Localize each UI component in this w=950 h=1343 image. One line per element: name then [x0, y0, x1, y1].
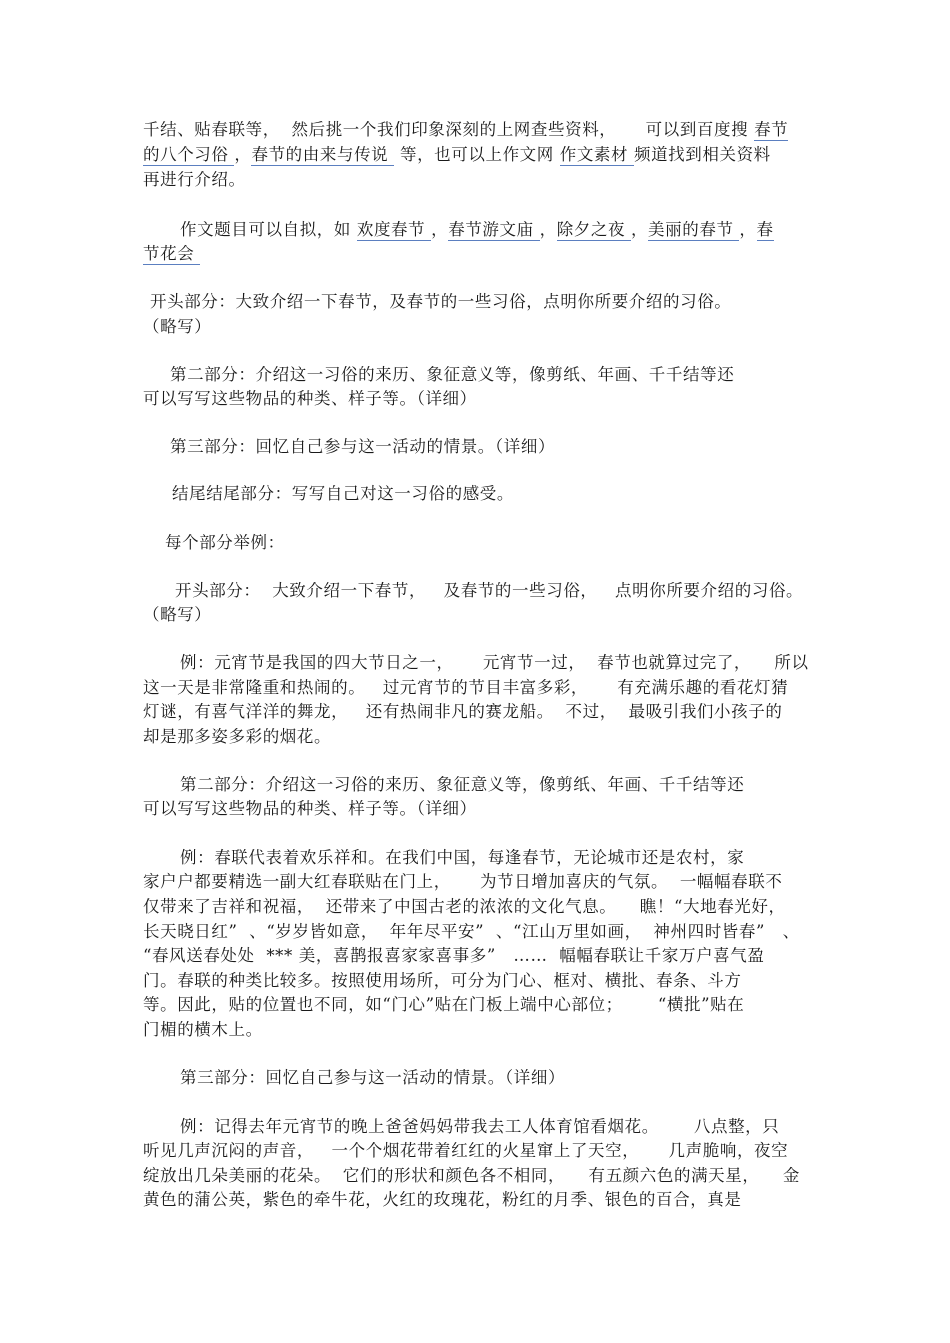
text-segment: 例：元宵节是我国的四大节日之一， 元宵节一过， 春节也就算过完了， 所以 — [180, 653, 809, 672]
text-line — [143, 168, 246, 192]
text-segment: 可以写写这些物品的种类、样子等。（详细） — [143, 389, 477, 408]
text-segment: ， — [539, 220, 557, 239]
text-segment: 听见几声沉闷的声音， 一个个烟花带着红红的火星窜上了天空， 几声脆响，夜空 — [143, 1141, 789, 1160]
text-segment: 仅带来了吉祥和祝福， 还带来了中国古老的浓浓的文化气息。 瞧！“大地春光好， — [143, 897, 786, 916]
text-line — [143, 676, 788, 700]
hyperlink[interactable]: 除夕之夜 — [556, 220, 631, 239]
text-line — [143, 1188, 742, 1212]
text-line — [180, 1066, 565, 1090]
text-line — [143, 700, 782, 724]
text-line — [143, 118, 788, 142]
text-line — [143, 315, 211, 339]
text-segment: 开头部分： 大致介绍一下春节， 及春节的一些习俗， 点明你所要介绍的习俗。 — [175, 581, 804, 600]
text-segment: 千结、贴春联等， 然后挑一个我们印象深刻的上网查些资料， 可以到百度搜 — [143, 120, 755, 139]
text-line — [180, 218, 774, 242]
text-line — [143, 920, 800, 944]
hyperlink[interactable]: 的八个习俗 — [143, 145, 235, 164]
text-segment: “春风送春处处 *** 美，喜鹊报喜家家喜事多” …… 幅幅春联让千家万户喜气盈 — [143, 946, 765, 965]
hyperlink[interactable]: 作文素材 — [559, 145, 634, 164]
text-line — [180, 773, 744, 797]
text-line — [143, 1164, 800, 1188]
text-segment: ， — [630, 220, 649, 239]
hyperlink[interactable]: 春节 — [754, 120, 789, 139]
text-line — [143, 944, 764, 968]
text-segment: 等，也可以上作文网 — [394, 145, 560, 164]
hyperlink[interactable]: 欢度春节 — [356, 220, 432, 239]
text-line — [170, 435, 555, 459]
text-segment: 黄色的蒲公英，紫色的牵牛花，火红的玫瑰花，粉红的月季、银色的百合，真是 — [143, 1190, 742, 1209]
text-segment: ， — [431, 220, 449, 239]
text-line — [143, 1139, 788, 1163]
text-line — [143, 603, 211, 627]
text-segment: 灯谜，有喜气洋洋的舞龙， 还有热闹非凡的赛龙船。 不过， 最吸引我们小孩子的 — [143, 702, 783, 721]
text-segment: 第二部分：介绍这一习俗的来历、象征意义等，像剪纸、年画、千千结等还 — [170, 365, 735, 384]
text-line — [165, 531, 285, 555]
text-segment: 这一天是非常隆重和热闹的。 过元宵节的节目丰富多彩， 有充满乐趣的看花灯猜 — [143, 678, 789, 697]
hyperlink[interactable]: 美丽的春节 — [648, 220, 740, 239]
text-segment: 绽放出几朵美丽的花朵。 它们的形状和颜色各不相同， 有五颜六色的满天星， 金 — [143, 1166, 800, 1185]
text-line — [143, 895, 786, 919]
text-line — [172, 482, 514, 506]
text-segment: 第三部分：回忆自己参与这一活动的情景。（详细） — [180, 1068, 566, 1087]
text-line — [143, 993, 744, 1017]
hyperlink[interactable]: 节花会 — [143, 244, 201, 263]
text-segment: 却是那多姿多彩的烟花。 — [143, 727, 332, 746]
text-line — [175, 579, 803, 603]
text-segment: 频道找到相关资料 — [633, 145, 771, 164]
text-segment: 门楣的横木上。 — [143, 1020, 263, 1039]
text-line — [170, 363, 734, 387]
text-segment: ， — [739, 220, 757, 239]
text-line — [143, 143, 771, 167]
text-line — [143, 969, 742, 993]
text-segment: 结尾结尾部分：写写自己对这一习俗的感受。 — [172, 484, 514, 503]
text-segment: 每个部分举例： — [165, 533, 285, 552]
text-segment: 长天晓日红” 、“岁岁皆如意， 年年尽平安” 、“江山万里如画， 神州四时皆春” 、 — [143, 922, 800, 941]
text-segment: （略写） — [143, 605, 212, 624]
text-segment: 作文题目可以自拟，如 — [180, 220, 357, 239]
hyperlink[interactable]: 春节游文庙 — [448, 220, 540, 239]
text-line — [180, 846, 744, 870]
text-segment: ， — [234, 145, 252, 164]
text-segment: 门。春联的种类比较多。按照使用场所，可分为门心、框对、横批、春条、斗方 — [143, 971, 742, 990]
text-line — [143, 797, 477, 821]
text-segment: 第三部分：回忆自己参与这一活动的情景。（详细） — [170, 437, 556, 456]
text-line — [180, 1115, 779, 1139]
text-segment: （略写） — [143, 317, 212, 336]
text-line — [143, 387, 477, 411]
text-line — [143, 242, 200, 266]
hyperlink[interactable]: 春 — [756, 220, 774, 239]
text-line — [180, 651, 809, 675]
text-segment: 第二部分：介绍这一习俗的来历、象征意义等，像剪纸、年画、千千结等还 — [180, 775, 745, 794]
text-segment: 等。因此，贴的位置也不同，如“门心”贴在门板上端中心部位； “横批”贴在 — [143, 995, 745, 1014]
text-segment: 例：春联代表着欢乐祥和。在我们中国，每逢春节，无论城市还是农村，家 — [180, 848, 745, 867]
text-line — [143, 725, 331, 749]
text-segment: 再进行介绍。 — [143, 170, 246, 189]
text-line — [150, 290, 731, 314]
text-segment: 可以写写这些物品的种类、样子等。（详细） — [143, 799, 477, 818]
text-segment: 家户户都要精选一副大红春联贴在门上， 为节日增加喜庆的气氛。 一幅幅春联不 — [143, 872, 783, 891]
text-segment: 开头部分：大致介绍一下春节，及春节的一些习俗，点明你所要介绍的习俗。 — [150, 292, 732, 311]
text-segment: 例：记得去年元宵节的晚上爸爸妈妈带我去工人体育馆看烟花。 八点整，只 — [180, 1117, 780, 1136]
text-line — [143, 1018, 263, 1042]
hyperlink[interactable]: 春节的由来与传说 — [251, 145, 395, 164]
text-line — [143, 870, 782, 894]
